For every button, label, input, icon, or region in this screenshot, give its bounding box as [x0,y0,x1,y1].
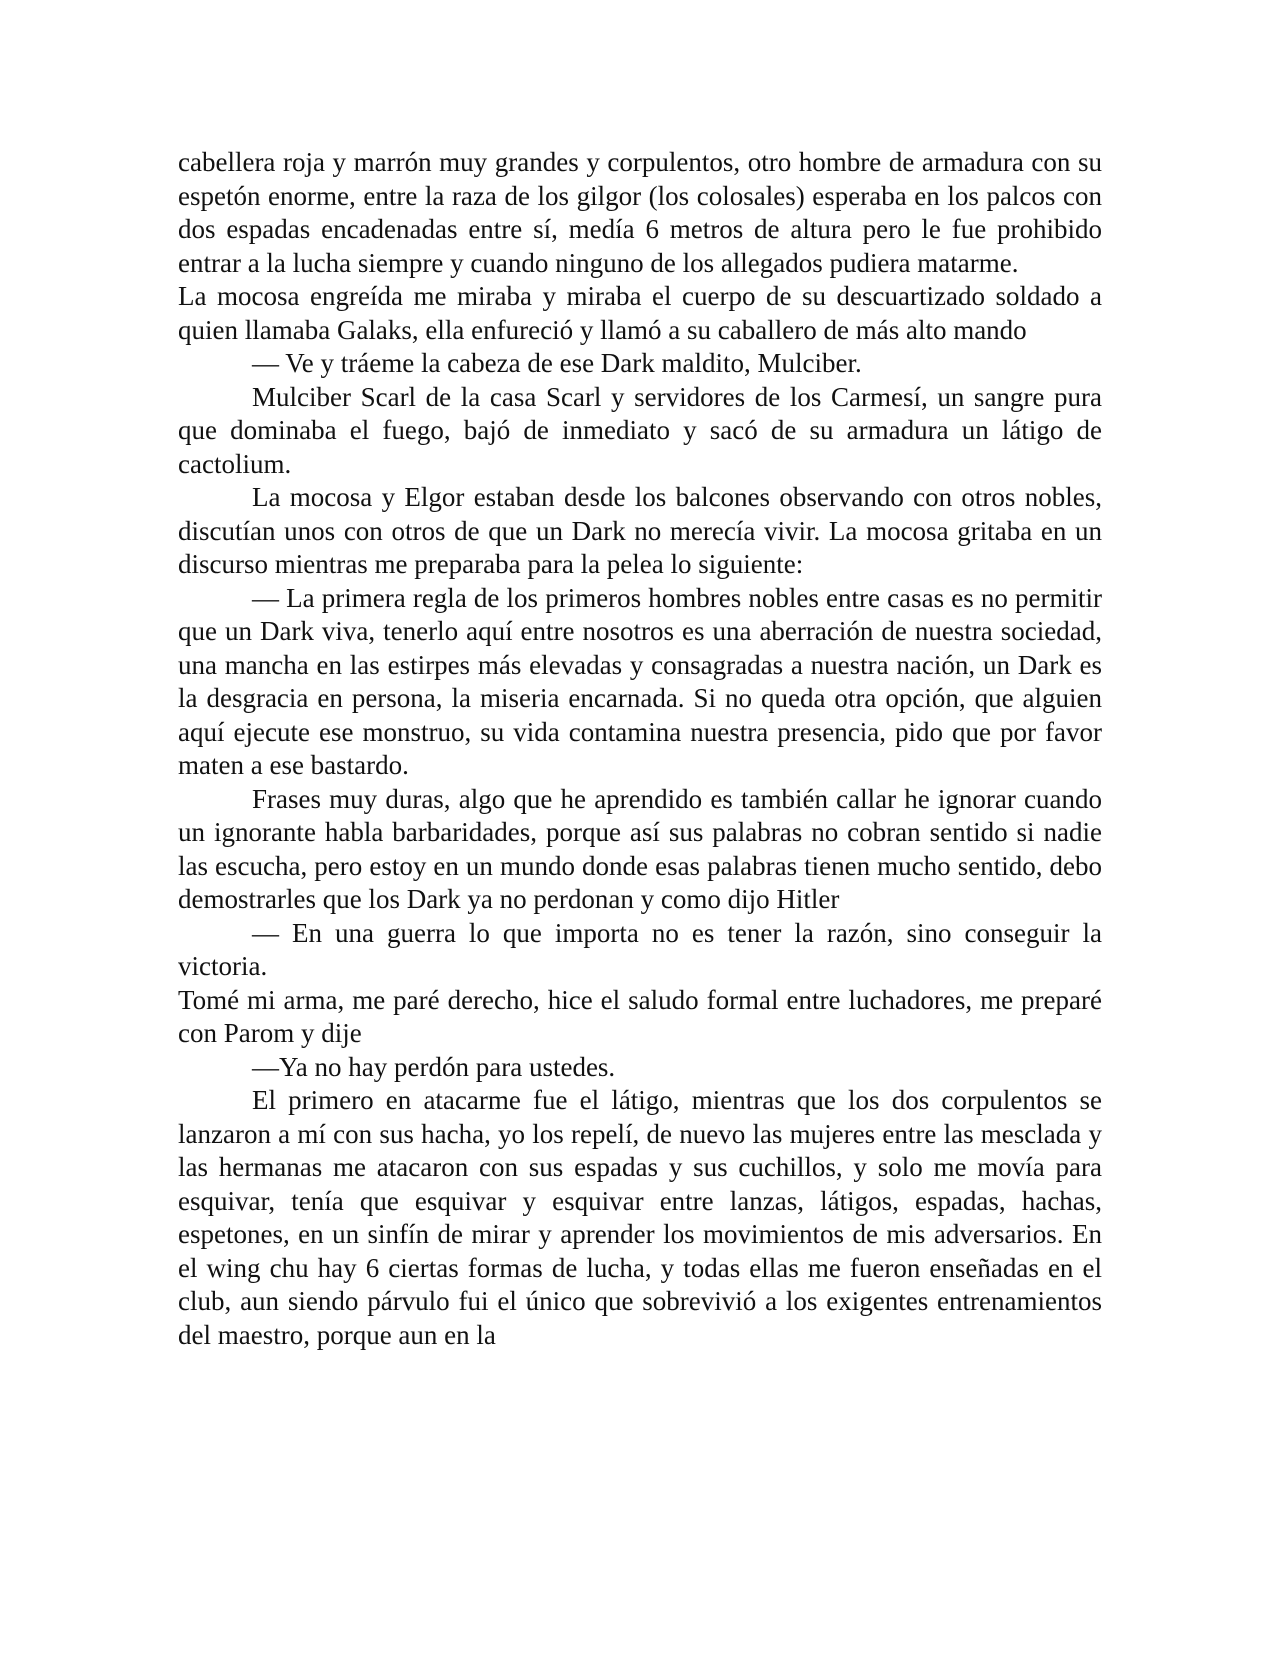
dialogue-line-1: — Ve y tráeme la cabeza de ese Dark maldito, Mulciber. [252,348,862,378]
document-page [178,146,1102,1352]
paragraph-2: La mocosa engreída me miraba y miraba el cuerpo de su descuartizado soldado a quien llamaba Galaks, ella enfureció y llamó a su caballero de más alto mando [178,281,1102,345]
paragraph-4: La mocosa y Elgor estaban desde los balcones observando con otros nobles, discutían unos con otros de que un Dark no merecía vivir. La mocosa gritaba en un discurso mientras me preparaba para la pelea lo siguiente: [178,482,1102,579]
dialogue-speech: — La primera regla de los primeros hombres nobles entre casas es no permitir que un Dark viva, tenerlo aquí entre nosotros es una aberración de nuestra sociedad, una mancha en las estirpes más elevadas y consagradas a nuestra nación, un Dark es la desgracia en persona, la miseria encarnada. Si no queda otra opción, que alguien aquí ejecute ese monstruo, su vida contamina nuestra presencia, pido que por favor maten a ese bastardo. [178,582,1102,780]
paragraph-1: cabellera roja y marrón muy grandes y corpulentos, otro hombre de armadura con su espetón enorme, entre la raza de los gilgor (los colosales) esperaba en los palcos con dos espadas encadenadas entre sí, medía 6 metros de altura pero le fue prohibido entrar a la lucha siempre y cuando ninguno de los allegados pudiera matarme. [178,147,1102,278]
paragraph-7: El primero en atacarme fue el látigo, mientras que los dos corpulentos se lanzaron a mí con sus hacha, yo los repelí, de nuevo las mujeres entre las mesclada y las hermanas me atacaron con sus espadas y sus cuchillos, y solo me movía para esquivar, tenía que esquivar y esquivar entre lanzas, látigos, espadas, hachas, espetones, en un sinfín de mirar y aprender los movimientos de mis adversarios. En el wing chu hay 6 ciertas formas de lucha, y todas ellas me fueron enseñadas en el club, aun siendo párvulo fui el único que sobrevivió a los exigentes entrenamientos del maestro, porque aun en la [178,1085,1102,1350]
paragraph-3: Mulciber Scarl de la casa Scarl y servidores de los Carmesí, un sangre pura que dominaba el fuego, bajó de inmediato y sacó de su armadura un látigo de cactolium. [178,381,1102,479]
dialogue-line-2: —Ya no hay perdón para ustedes. [252,1051,616,1082]
dialogue-quote: — En una guerra lo que importa no es tener la razón, sino conseguir la victoria. [178,917,1102,981]
paragraph-6: Tomé mi arma, me paré derecho, hice el saludo formal entre luchadores, me preparé con Parom y dije [178,984,1102,1048]
paragraph-5: Frases muy duras, algo que he aprendido es también callar he ignorar cuando un ignorante habla barbaridades, porque así sus palabras no cobran sentido si nadie las escucha, pero estoy en un mundo donde esas palabras tienen mucho sentido, debo demostrarles que los Dark ya no perdonan y como dijo Hitler [178,783,1102,914]
